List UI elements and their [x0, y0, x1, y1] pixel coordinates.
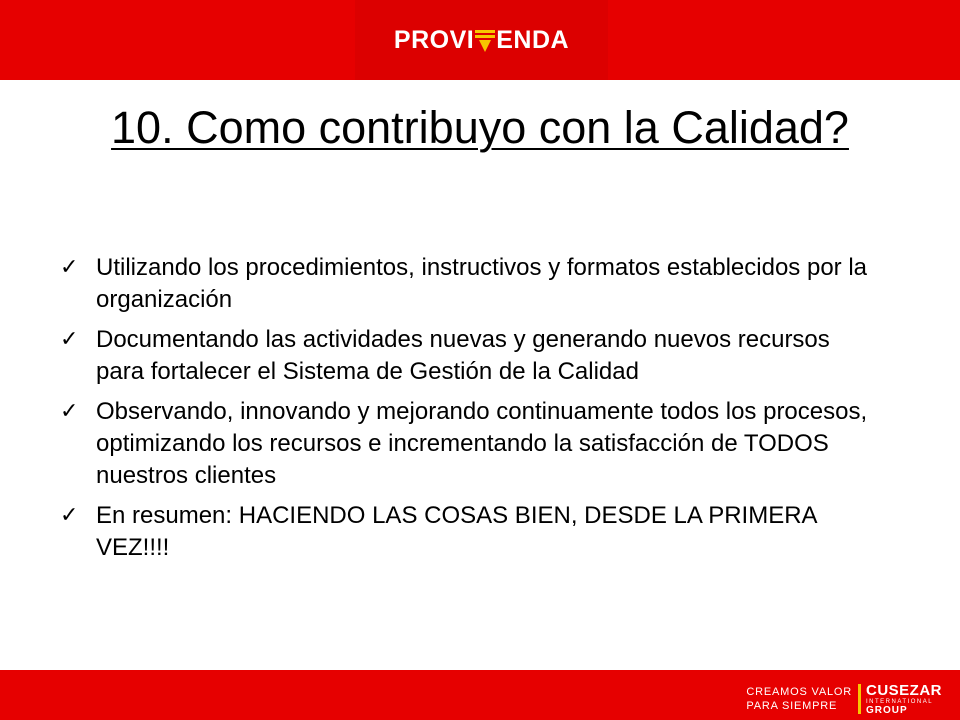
provivienda-logo [355, 0, 608, 80]
yellow-v-stripes-icon [475, 30, 495, 52]
bullet-text: Documentando las actividades nuevas y generando nuevos recursos para fortalecer el Sistema de Gestión de la Calidad [96, 326, 830, 385]
list-item [60, 500, 880, 564]
checkmark-icon: ✓ [60, 255, 79, 280]
list-item [60, 396, 880, 492]
logo-text-right: ENDA [496, 25, 570, 54]
slogan-line: PARA SIEMPRE [746, 700, 838, 712]
slogan-line: CREAMOS VALOR [746, 686, 852, 698]
brand-group: GROUP [865, 704, 908, 716]
checkmark-icon: ✓ [60, 327, 79, 352]
slide-title: 10. Como contribuyo con la Calidad? [111, 102, 849, 153]
header-bar [0, 0, 960, 80]
brand-subtitle: INTERNATIONAL [865, 698, 934, 705]
cusezar-logo [746, 682, 942, 716]
list-item [60, 324, 880, 388]
footer-slogan [746, 685, 852, 713]
brand-block [866, 683, 942, 716]
logo-divider [858, 684, 861, 714]
logo-wordmark [394, 26, 569, 55]
checkmark-icon: ✓ [60, 503, 79, 528]
bullet-text: Observando, innovando y mejorando continuamente todos los procesos, optimizando los recursos e incrementando la satisfacción de TODOS nuestros clientes [96, 398, 868, 489]
bullet-text: Utilizando los procedimientos, instructivos y formatos establecidos por la organización [96, 254, 868, 313]
bullet-list [60, 252, 880, 572]
list-item [60, 252, 880, 316]
checkmark-icon: ✓ [60, 399, 79, 424]
bullet-text: En resumen: HACIENDO LAS COSAS BIEN, DESDE LA PRIMERA VEZ!!!! [96, 502, 817, 561]
logo-text-left: PROVI [393, 25, 475, 54]
brand-name: CUSEZAR [865, 681, 942, 699]
